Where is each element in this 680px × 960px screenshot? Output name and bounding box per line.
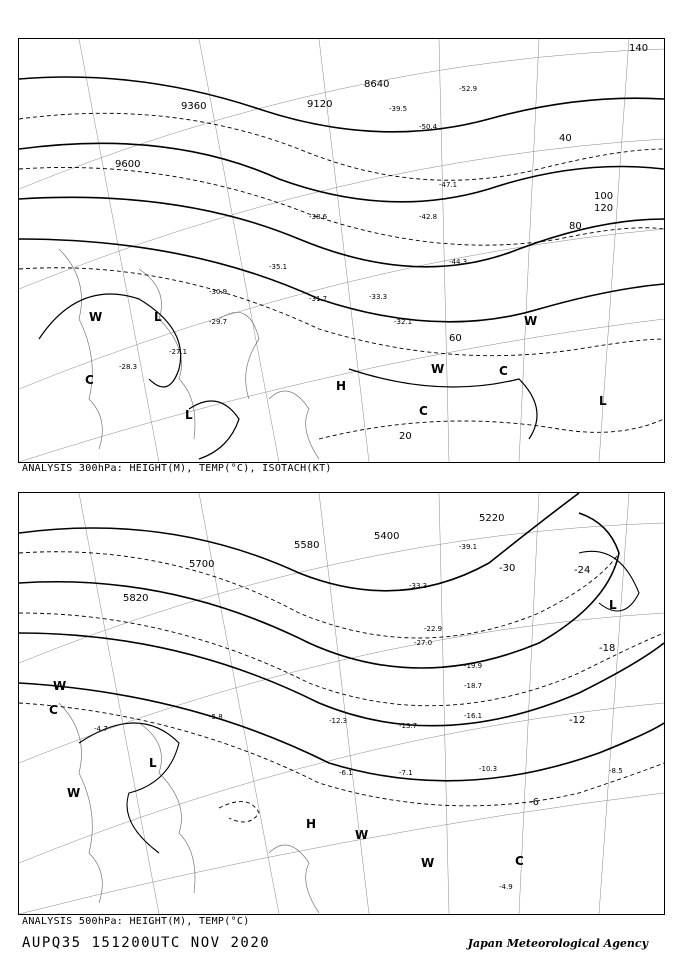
graticule: [19, 493, 664, 914]
temp-obs: -12.3: [329, 717, 348, 725]
height-labels-300: [115, 79, 389, 170]
temp-obs: -29.7: [209, 318, 228, 326]
temp-obs: -5.8: [209, 713, 223, 721]
temp-contour-label: -24: [574, 565, 591, 576]
temp-contour-label: -6: [529, 797, 539, 808]
center-marker-w: W: [67, 786, 81, 800]
temp-obs: -28.3: [119, 363, 138, 371]
height-label: 9120: [307, 99, 333, 110]
temp-obs: -27.1: [169, 348, 188, 356]
center-marker-c: C: [49, 703, 58, 717]
temp-obs: -10.3: [479, 765, 498, 773]
center-marker-l: L: [154, 310, 162, 324]
height-labels-500: [123, 513, 504, 604]
temp-contour-labels: [499, 563, 615, 808]
height-label: 5220: [479, 513, 505, 524]
temp-obs: -32.1: [394, 318, 413, 326]
temp-obs: -33.3: [369, 293, 388, 301]
bulletin-header: AUPQ35 151200UTC NOV 2020: [22, 935, 271, 951]
temp-obs: -30.9: [209, 288, 228, 296]
center-marker-c: C: [515, 854, 524, 868]
height-label: 5820: [123, 593, 149, 604]
temp-obs: -42.8: [419, 213, 438, 221]
caption-500hpa: ANALYSIS 500hPa: HEIGHT(M), TEMP(°C): [22, 916, 250, 927]
temp-obs-300: [119, 85, 477, 371]
height-contours: [19, 77, 664, 322]
temp-obs: -52.9: [459, 85, 478, 93]
center-marker-l: L: [599, 394, 607, 408]
center-marker-w: W: [431, 362, 445, 376]
center-marker-l: L: [149, 756, 157, 770]
height-label: 5400: [374, 531, 400, 542]
center-marker-l: L: [185, 408, 193, 422]
caption-300hpa: ANALYSIS 300hPa: HEIGHT(M), TEMP(°C), ISOTACH(KT): [22, 463, 332, 474]
height-label: 9600: [115, 159, 141, 170]
centers-500: [49, 598, 617, 870]
temp-contour-label: -12: [569, 715, 586, 726]
height-label: 5700: [189, 559, 215, 570]
isotach-labels-300: [399, 43, 648, 442]
coastline: [59, 249, 319, 459]
isotach-label: 80: [569, 221, 582, 232]
height-contours: [19, 493, 664, 781]
isotach-label: 60: [449, 333, 462, 344]
temp-obs: -4.7: [94, 725, 108, 733]
height-label: 8640: [364, 79, 390, 90]
temp-contour-label: -30: [499, 563, 516, 574]
isotach-label: 140: [629, 43, 649, 54]
temp-obs: -35.1: [269, 263, 288, 271]
temp-obs: -8.5: [609, 767, 623, 775]
l-center-ring: [39, 294, 537, 459]
center-marker-w: W: [53, 679, 67, 693]
map-panel-300hpa: [18, 38, 665, 463]
center-marker-c: C: [419, 404, 428, 418]
center-marker-l: L: [609, 598, 617, 612]
temp-obs: -31.7: [309, 295, 328, 303]
coastline: [59, 703, 319, 913]
temp-contour-label: -18: [599, 643, 616, 654]
temp-obs: -6.1: [339, 769, 353, 777]
temp-obs: -39.5: [389, 105, 408, 113]
temp-obs: -4.9: [499, 883, 513, 891]
temp-obs: -27.0: [414, 639, 433, 647]
centers-300: [85, 310, 607, 422]
height-label: 5580: [294, 540, 320, 551]
center-marker-h: H: [336, 379, 347, 393]
map-500hpa-svg: [19, 493, 664, 914]
temp-obs: -33.3: [409, 582, 428, 590]
temp-obs: -13.7: [399, 722, 418, 730]
temp-obs: -22.9: [424, 625, 443, 633]
isotach-label: 100: [594, 191, 614, 202]
temp-obs: -47.1: [439, 181, 458, 189]
temp-obs: -38.6: [309, 213, 328, 221]
map-300hpa-svg: [19, 39, 664, 462]
temp-obs: -39.1: [459, 543, 478, 551]
height-label: 9360: [181, 101, 207, 112]
temp-obs: -44.3: [449, 258, 468, 266]
center-marker-h: H: [306, 817, 317, 831]
center-marker-c: C: [85, 373, 94, 387]
center-marker-c: C: [499, 364, 508, 378]
isotach-label: 120: [594, 203, 614, 214]
isotach-label: 20: [399, 431, 412, 442]
temp-obs: -7.1: [399, 769, 413, 777]
center-marker-w: W: [355, 828, 369, 842]
temp-obs: -18.7: [464, 682, 483, 690]
center-marker-w: W: [524, 314, 538, 328]
agency-credit: Japan Meteorological Agency: [467, 937, 648, 950]
isotach-label: 40: [559, 133, 572, 144]
temp-obs: -50.4: [419, 123, 438, 131]
center-marker-w: W: [421, 856, 435, 870]
temp-obs: -19.9: [464, 662, 483, 670]
center-marker-w: W: [89, 310, 103, 324]
map-panel-500hpa: [18, 492, 665, 915]
temp-obs: -16.1: [464, 712, 483, 720]
